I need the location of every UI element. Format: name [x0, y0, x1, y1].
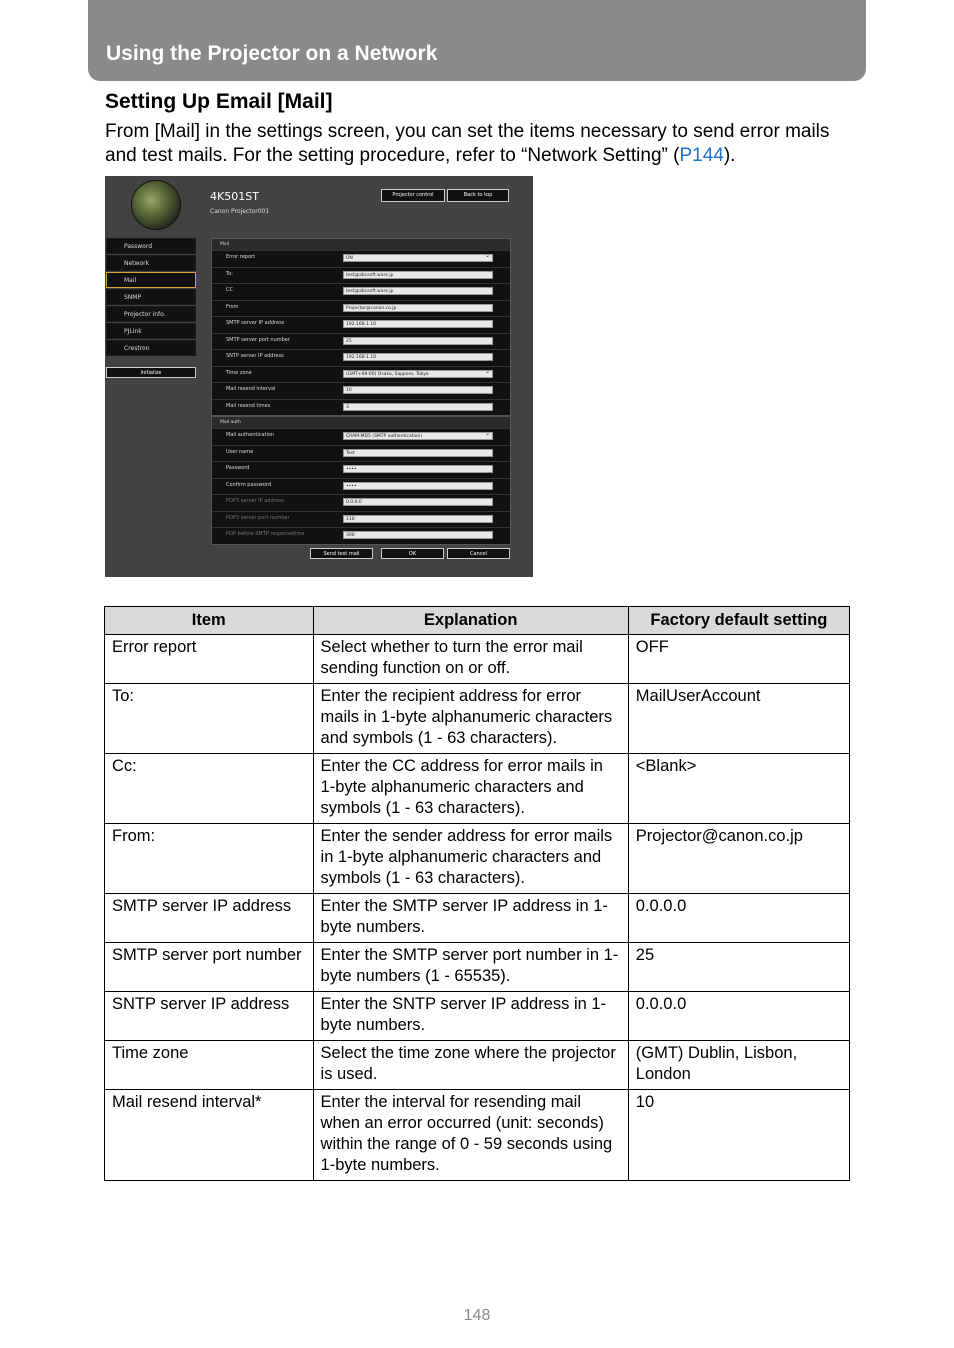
table-row	[105, 684, 850, 754]
setting-select[interactable]: CRAM-MD5 (SMTP authentication) ⌄	[343, 432, 493, 440]
nav-item[interactable]: Projector info.	[106, 306, 196, 322]
item-cell: SMTP server IP address	[105, 894, 314, 943]
nav-item[interactable]: Password	[106, 238, 196, 254]
header-band	[88, 0, 866, 81]
setting-label: Mail resend times	[226, 402, 271, 409]
table-row	[105, 943, 850, 992]
explanation-cell: Enter the SMTP server IP address in 1-byte numbers.	[313, 894, 628, 943]
setting-input[interactable]: ••••	[343, 482, 493, 490]
header-title: Using the Projector on a Network	[106, 42, 438, 65]
setting-label: POP3 server IP address	[226, 498, 284, 504]
setting-label: Confirm password	[226, 481, 272, 488]
nav-item[interactable]: Crestron	[106, 340, 196, 356]
intro-text-end: ).	[723, 145, 736, 166]
setting-label: Password	[226, 465, 250, 471]
table-row	[105, 1041, 850, 1090]
nav-item[interactable]: Mail	[106, 272, 196, 288]
intro-paragraph	[105, 120, 845, 168]
setting-input[interactable]: ••••	[343, 465, 493, 473]
setting-row	[212, 527, 510, 544]
default-cell: 10	[628, 1090, 849, 1181]
header-default: Factory default setting	[628, 607, 849, 635]
setting-input[interactable]: Test	[343, 449, 493, 457]
settings-screenshot	[105, 176, 533, 577]
page-number: 148	[463, 1307, 491, 1324]
explanation-cell: Enter the sender address for error mails in 1-byte alphanumeric characters and symbols (1 - 63 characters).	[313, 824, 628, 894]
setting-label: POP3 server port number	[226, 514, 290, 521]
header-explanation: Explanation	[313, 607, 628, 635]
default-cell: 25	[628, 943, 849, 992]
mail-auth-panel-title: Mail auth	[212, 417, 510, 428]
setting-row	[212, 250, 510, 267]
setting-row	[212, 461, 510, 478]
section-title: Setting Up Email [Mail]	[105, 90, 333, 113]
setting-label: Time zone	[226, 369, 252, 376]
setting-label: POP before SMTP responsetime	[226, 531, 305, 537]
setting-input[interactable]: 192.168.1.10	[343, 320, 493, 328]
explanation-cell: Enter the SNTP server IP address in 1-byte numbers.	[313, 992, 628, 1041]
nav-item[interactable]: PJLink	[106, 323, 196, 339]
table-row	[105, 635, 850, 684]
setting-row	[212, 267, 510, 284]
nav-item[interactable]: SNMP	[106, 289, 196, 305]
projector-control-button[interactable]: Projector control	[381, 189, 445, 202]
default-cell: 0.0.0.0	[628, 894, 849, 943]
setting-input[interactable]: 192.168.1.10	[343, 353, 493, 361]
setting-row	[212, 283, 510, 300]
default-cell: Projector@canon.co.jp	[628, 824, 849, 894]
setting-input[interactable]: test@abcsoft.ware.jp	[343, 271, 493, 279]
back-to-top-button[interactable]: Back to top	[447, 189, 509, 202]
mail-settings-table	[104, 606, 850, 1181]
setting-label: CC	[226, 287, 233, 293]
mail-auth-panel	[211, 416, 511, 545]
table-row	[105, 992, 850, 1041]
item-cell: SNTP server IP address	[105, 992, 314, 1041]
table-row	[105, 894, 850, 943]
cancel-button[interactable]: Cancel	[447, 548, 510, 559]
explanation-cell: Select the time zone where the projector is used.	[313, 1041, 628, 1090]
setting-label: Error report	[226, 254, 256, 260]
mail-panel-title: Mail	[212, 239, 510, 250]
table-row	[105, 1090, 850, 1181]
header-item: Item	[105, 607, 314, 635]
item-cell: Error report	[105, 635, 314, 684]
setting-label: SMTP server port number	[226, 336, 290, 343]
setting-row	[212, 333, 510, 350]
send-test-mail-button[interactable]: Send test mail	[310, 548, 373, 559]
initialize-button[interactable]: Initialize	[106, 367, 196, 378]
setting-row	[212, 494, 510, 511]
setting-label: User name	[226, 448, 254, 455]
setting-label: SMTP server IP address	[226, 320, 285, 326]
page-link[interactable]: P144	[679, 145, 724, 166]
item-cell: Time zone	[105, 1041, 314, 1090]
intro-text: From [Mail] in the settings screen, you can set the items necessary to send error mails and test mails. For the setting procedure, refer to “Network Setting” (	[105, 121, 830, 166]
explanation-cell: Enter the recipient address for error mails in 1-byte alphanumeric characters and symbols (1 - 63 characters).	[313, 684, 628, 754]
setting-input[interactable]: 110	[343, 515, 493, 523]
setting-row	[212, 445, 510, 462]
table-row	[105, 754, 850, 824]
table-header-row	[105, 607, 850, 635]
table-row	[105, 824, 850, 894]
default-cell: 0.0.0.0	[628, 992, 849, 1041]
setting-row	[212, 399, 510, 416]
setting-input[interactable]: 3	[343, 403, 493, 411]
default-cell: OFF	[628, 635, 849, 684]
projector-name: Canon Projector001	[210, 208, 270, 215]
item-cell: Cc:	[105, 754, 314, 824]
projector-lens-logo	[131, 180, 181, 230]
item-cell: SMTP server port number	[105, 943, 314, 992]
table-body	[105, 635, 850, 1181]
setting-label: Mail authentication	[226, 432, 275, 438]
setting-label: To:	[226, 270, 233, 277]
setting-row	[212, 511, 510, 528]
explanation-cell: Enter the interval for resending mail when an error occurred (unit: seconds) within the range of 0 - 59 seconds using 1-byte numbers.	[313, 1090, 628, 1181]
ok-button[interactable]: OK	[381, 548, 444, 559]
setting-label: SNTP server IP address	[226, 353, 284, 359]
settings-nav	[106, 238, 196, 357]
setting-select[interactable]: (GMT+09:00) Osaka, Sapporo, Tokyo ⌄	[343, 370, 493, 378]
explanation-cell: Select whether to turn the error mail sending function on or off.	[313, 635, 628, 684]
setting-input[interactable]: 25	[343, 337, 493, 345]
mail-panel	[211, 238, 511, 416]
setting-row	[212, 349, 510, 366]
setting-input[interactable]: 0.0.0.0	[343, 498, 493, 506]
setting-input[interactable]: 10	[343, 386, 493, 394]
setting-input[interactable]: Projector@canon.co.jp	[343, 304, 493, 312]
item-cell: Mail resend interval*	[105, 1090, 314, 1181]
setting-label: From	[226, 303, 239, 310]
default-cell: (GMT) Dublin, Lisbon, London	[628, 1041, 849, 1090]
setting-select[interactable]: ON ⌄	[343, 254, 493, 262]
setting-row	[212, 382, 510, 399]
item-cell: From:	[105, 824, 314, 894]
setting-row	[212, 478, 510, 495]
setting-row	[212, 366, 510, 383]
item-cell: To:	[105, 684, 314, 754]
explanation-cell: Enter the CC address for error mails in 1-byte alphanumeric characters and symbols (1 - 63 characters).	[313, 754, 628, 824]
default-cell: <Blank>	[628, 754, 849, 824]
setting-label: Mail resend interval	[226, 386, 276, 392]
explanation-cell: Enter the SMTP server port number in 1-byte numbers (1 - 65535).	[313, 943, 628, 992]
default-cell: MailUserAccount	[628, 684, 849, 754]
setting-row	[212, 316, 510, 333]
setting-row	[212, 300, 510, 317]
nav-item[interactable]: Network	[106, 255, 196, 271]
setting-row	[212, 428, 510, 445]
setting-input[interactable]: 300	[343, 531, 493, 539]
model-name: 4K501ST	[210, 190, 259, 203]
setting-input[interactable]: test@abcsoft.ware.jp	[343, 287, 493, 295]
